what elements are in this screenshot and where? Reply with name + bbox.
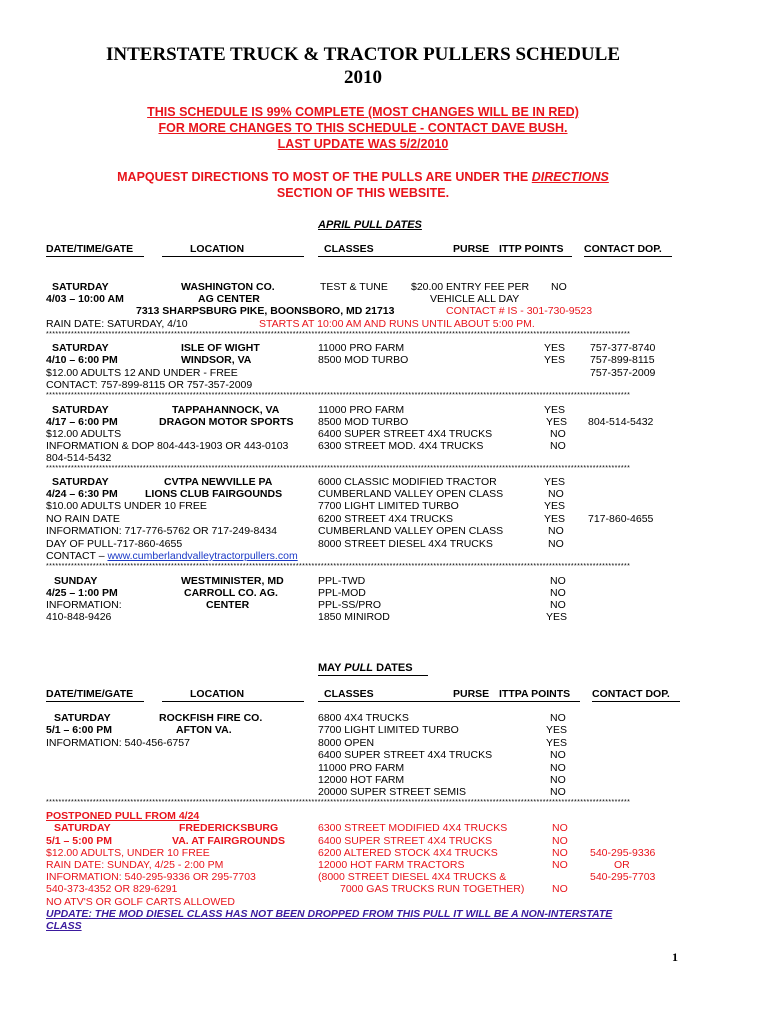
directions-link[interactable]: DIRECTIONS: [531, 170, 609, 184]
event-points: NO: [550, 587, 566, 599]
event-class: 6300 STREET MODIFIED 4X4 TRUCKS: [318, 822, 508, 834]
event-location: ISLE OF WIGHT: [181, 342, 260, 354]
header-underline: [46, 701, 144, 702]
event-rain-date: RAIN DATE: SATURDAY, 4/10: [46, 318, 188, 330]
event-location: VA. AT FAIRGROUNDS: [172, 835, 285, 847]
notice-complete: THIS SCHEDULE IS 99% COMPLETE (MOST CHANGES WILL BE IN RED): [147, 105, 579, 119]
event-location: AFTON VA.: [176, 724, 232, 736]
title-underline: [318, 675, 428, 676]
event-info: INFORMATION: 540-295-9336 OR 295-7703: [46, 871, 256, 883]
event-points: NO: [548, 525, 564, 537]
april-section-title: APRIL PULL DATES: [318, 219, 422, 231]
event-class: 6200 ALTERED STOCK 4X4 TRUCKS: [318, 847, 498, 859]
col-header-contact: CONTACT DOP.: [584, 243, 662, 255]
event-class: 11000 PRO FARM: [318, 342, 405, 354]
event-location: ROCKFISH FIRE CO.: [159, 712, 263, 724]
event-day: SATURDAY: [52, 404, 109, 416]
event-class: 1850 MINIROD: [318, 611, 390, 623]
event-location: CARROLL CO. AG.: [184, 587, 278, 599]
event-points: NO: [550, 599, 566, 611]
header-underline: [584, 256, 672, 257]
event-phone: 757-899-8115: [590, 354, 655, 366]
col-header-location: LOCATION: [190, 243, 245, 255]
event-info: INFORMATION: 540-456-6757: [46, 737, 190, 749]
event-info: CONTACT: 757-899-8115 OR 757-357-2009: [46, 379, 253, 391]
event-class: 6300 STREET MOD. 4X4 TRUCKS: [318, 440, 484, 452]
col-header-points: ITTPA POINTS: [499, 688, 571, 700]
col-header-contact: CONTACT DOP.: [592, 688, 670, 700]
event-class: 11000 PRO FARM: [318, 404, 405, 416]
event-day: SATURDAY: [52, 476, 109, 488]
event-points: NO: [550, 440, 566, 452]
event-class: 6400 SUPER STREET 4X4 TRUCKS: [318, 835, 493, 847]
event-info: RAIN DATE: SUNDAY, 4/25 - 2:00 PM: [46, 859, 224, 871]
notice-contact: FOR MORE CHANGES TO THIS SCHEDULE - CONTACT DAVE BUSH.: [158, 121, 568, 135]
col-header-classes: CLASSES: [324, 688, 374, 700]
event-day: SUNDAY: [54, 575, 98, 587]
event-points: NO: [552, 859, 568, 871]
event-info: $12.00 ADULTS, UNDER 10 FREE: [46, 847, 210, 859]
event-location: CENTER: [206, 599, 250, 611]
star-divider: *******************************************************************************************************************************************************************************************: [46, 392, 631, 399]
document-title-line1: INTERSTATE TRUCK & TRACTOR PULLERS SCHEDULE: [105, 44, 620, 65]
header-underline: [162, 701, 304, 702]
event-phone: 717-860-4655: [588, 513, 654, 525]
event-info: INFORMATION: 717-776-5762 OR 717-249-8434: [46, 525, 277, 537]
event-points: NO: [551, 281, 567, 293]
event-location: WASHINGTON CO.: [181, 281, 275, 293]
event-time: 4/25 – 1:00 PM: [46, 587, 118, 599]
event-time: 4/24 – 6:30 PM: [46, 488, 118, 500]
event-class: PPL-TWD: [318, 575, 366, 587]
event-time: 4/17 – 6:00 PM: [46, 416, 118, 428]
event-info: $10.00 ADULTS UNDER 10 FREE: [46, 500, 207, 512]
event-class: CUMBERLAND VALLEY OPEN CLASS: [318, 525, 504, 537]
event-class: 12000 HOT FARM: [318, 774, 405, 786]
col-header-location: LOCATION: [190, 688, 245, 700]
event-day: SATURDAY: [52, 281, 109, 293]
event-points: NO: [552, 822, 568, 834]
event-points: YES: [544, 500, 566, 512]
event-phone: 757-357-2009: [590, 367, 656, 379]
event-points: NO: [552, 883, 568, 895]
event-phone: 540-295-9336: [590, 847, 656, 859]
event-points: YES: [544, 354, 566, 366]
event-address: 7313 SHARPSBURG PIKE, BOONSBORO, MD 21713: [136, 305, 395, 317]
event-purse: $20.00 ENTRY FEE PER: [411, 281, 530, 293]
header-underline: [318, 701, 580, 702]
event-info: 804-514-5432: [46, 452, 112, 464]
event-class: 8500 MOD TURBO: [318, 354, 409, 366]
event-day: SATURDAY: [54, 712, 111, 724]
event-location: WINDSOR, VA: [181, 354, 252, 366]
event-points: NO: [552, 847, 568, 859]
event-contact-line: CONTACT – www.cumberlandvalleytractorpullers.com: [46, 550, 298, 562]
event-points: NO: [550, 786, 566, 798]
event-class: 8000 OPEN: [318, 737, 375, 749]
event-time: 4/10 – 6:00 PM: [46, 354, 118, 366]
event-class: CUMBERLAND VALLEY OPEN CLASS: [318, 488, 504, 500]
event-points: YES: [546, 724, 568, 736]
event-info: NO RAIN DATE: [46, 513, 120, 525]
event-class: TEST & TUNE: [320, 281, 388, 293]
update-note-line2: CLASS: [46, 920, 82, 932]
event-location: WESTMINISTER, MD: [181, 575, 284, 587]
document-title-year: 2010: [344, 67, 382, 88]
postponed-note: POSTPONED PULL FROM 4/24: [46, 810, 200, 822]
col-header-classes: CLASSES: [324, 243, 374, 255]
event-points: NO: [550, 762, 566, 774]
event-phone: 804-514-5432: [588, 416, 654, 428]
event-points: YES: [546, 737, 568, 749]
event-class: PPL-MOD: [318, 587, 366, 599]
event-points: NO: [550, 712, 566, 724]
event-class: 6800 4X4 TRUCKS: [318, 712, 409, 724]
event-class: 7000 GAS TRUCKS RUN TOGETHER): [340, 883, 525, 895]
event-points: NO: [550, 428, 566, 440]
event-info: $12.00 ADULTS: [46, 428, 122, 440]
event-phone: 540-295-7703: [590, 871, 656, 883]
event-purse: VEHICLE ALL DAY: [430, 293, 520, 305]
event-info: INFORMATION:: [46, 599, 122, 611]
event-class: 8000 STREET DIESEL 4X4 TRUCKS: [318, 538, 493, 550]
event-points: YES: [544, 404, 566, 416]
event-points: YES: [544, 476, 566, 488]
header-underline: [46, 256, 144, 257]
event-points: NO: [548, 538, 564, 550]
col-header-date: DATE/TIME/GATE: [46, 243, 134, 255]
event-class: 12000 HOT FARM TRACTORS: [318, 859, 465, 871]
event-info: $12.00 ADULTS 12 AND UNDER - FREE: [46, 367, 238, 379]
event-points: YES: [546, 416, 568, 428]
event-location: FREDERICKSBURG: [179, 822, 279, 834]
header-underline: [318, 256, 572, 257]
event-class: PPL-SS/PRO: [318, 599, 382, 611]
event-class: 7700 LIGHT LIMITED TURBO: [318, 724, 459, 736]
event-points: YES: [544, 342, 566, 354]
header-underline: [162, 256, 304, 257]
event-info: 540-373-4352 OR 829-6291: [46, 883, 178, 895]
event-phone-or: OR: [614, 859, 630, 871]
col-header-purse: PURSE: [453, 243, 490, 255]
event-day: SATURDAY: [52, 342, 109, 354]
col-header-date: DATE/TIME/GATE: [46, 688, 134, 700]
event-contact: CONTACT # IS - 301-730-9523: [446, 305, 593, 317]
event-info: INFORMATION & DOP 804-443-1903 OR 443-0103: [46, 440, 289, 452]
event-class: (8000 STREET DIESEL 4X4 TRUCKS &: [318, 871, 507, 883]
event-hours: STARTS AT 10:00 AM AND RUNS UNTIL ABOUT 5:00 PM.: [259, 318, 535, 330]
cvtpa-website-link[interactable]: www.cumberlandvalleytractorpullers.com: [107, 550, 298, 562]
event-points: NO: [552, 835, 568, 847]
star-divider: *******************************************************************************************************************************************************************************************: [46, 799, 631, 806]
star-divider: *******************************************************************************************************************************************************************************************: [46, 331, 631, 338]
event-class: 6400 SUPER STREET 4X4 TRUCKS: [318, 428, 493, 440]
event-phone: 757-377-8740: [590, 342, 656, 354]
event-class: 11000 PRO FARM: [318, 762, 405, 774]
event-location: CVTPA NEWVILLE PA: [164, 476, 273, 488]
event-time: 4/03 – 10:00 AM: [46, 293, 124, 305]
mapquest-note-line2: SECTION OF THIS WEBSITE.: [276, 186, 450, 200]
event-info: DAY OF PULL-717-860-4655: [46, 538, 183, 550]
event-location: TAPPAHANNOCK, VA: [172, 404, 280, 416]
update-note-line1: UPDATE: THE MOD DIESEL CLASS HAS NOT BEEN DROPPED FROM THIS PULL IT WILL BE A NON-INTERSTATE: [46, 908, 613, 920]
star-divider: *******************************************************************************************************************************************************************************************: [46, 465, 631, 472]
event-time: 5/1 – 5:00 PM: [46, 835, 112, 847]
event-points: NO: [550, 749, 566, 761]
event-points: NO: [550, 774, 566, 786]
event-class: 20000 SUPER STREET SEMIS: [318, 786, 467, 798]
event-day: SATURDAY: [54, 822, 111, 834]
event-info: 410-848-9426: [46, 611, 112, 623]
event-class: 8500 MOD TURBO: [318, 416, 409, 428]
notice-last-update: LAST UPDATE WAS 5/2/2010: [277, 137, 449, 151]
col-header-points: ITTP POINTS: [499, 243, 564, 255]
event-class: 7700 LIGHT LIMITED TURBO: [318, 500, 459, 512]
header-underline: [592, 701, 680, 702]
event-class: 6000 CLASSIC MODIFIED TRACTOR: [318, 476, 497, 488]
event-class: 6400 SUPER STREET 4X4 TRUCKS: [318, 749, 493, 761]
event-location: DRAGON MOTOR SPORTS: [159, 416, 294, 428]
event-location: AG CENTER: [198, 293, 260, 305]
event-class: 6200 STREET 4X4 TRUCKS: [318, 513, 454, 525]
event-time: 5/1 – 6:00 PM: [46, 724, 112, 736]
event-points: NO: [550, 575, 566, 587]
event-location: LIONS CLUB FAIRGOUNDS: [145, 488, 283, 500]
may-section-title: MAY PULL DATES: [318, 662, 413, 674]
star-divider: *******************************************************************************************************************************************************************************************: [46, 563, 631, 570]
event-points: YES: [546, 611, 568, 623]
event-info: NO ATV'S OR GOLF CARTS ALLOWED: [46, 896, 235, 908]
page-number: 1: [672, 950, 678, 964]
event-points: NO: [548, 488, 564, 500]
mapquest-note-line1: MAPQUEST DIRECTIONS TO MOST OF THE PULLS ARE UNDER THE DIRECTIONS: [117, 170, 609, 184]
event-points: YES: [544, 513, 566, 525]
col-header-purse: PURSE: [453, 688, 490, 700]
